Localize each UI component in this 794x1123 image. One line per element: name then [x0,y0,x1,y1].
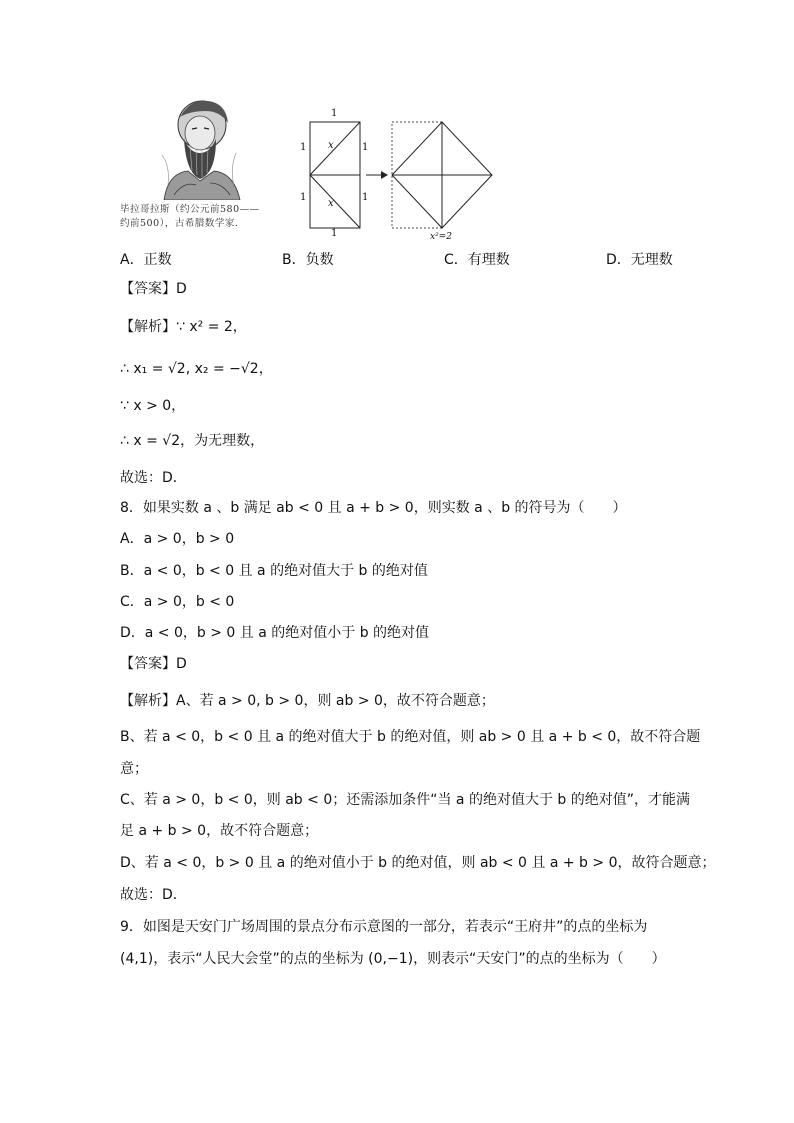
pythagoras-portrait [150,95,250,200]
label-x-lower: x [328,198,334,209]
caption-line-2: 约前500），古希腊数学家. [120,218,239,229]
q8-option-a: A．a > 0，b > 0 [120,531,235,547]
label-left-lower-1: 1 [300,192,307,203]
q8-answer: 【答案】D [120,656,187,672]
q8-analysis-line-6: D、若 a < 0，b > 0 且 a 的绝对值小于 b 的绝对值，则 ab < 0 且 a + b > 0，故符合题意； [120,855,716,871]
q9-stem-line-1: 9．如图是天安门广场周围的景点分布示意图的一部分，若表示“王府井”的点的坐标为 [120,919,648,935]
label-result: x²=2 [430,232,452,242]
caption-line-1: 毕拉哥拉斯（约公元前580—— [120,204,260,215]
q8-option-d: D．a < 0，b > 0 且 a 的绝对值小于 b 的绝对值 [120,625,430,641]
q8-analysis-line-5: 足 a + b > 0，故不符合题意； [120,823,319,839]
square-diagram [296,108,496,244]
q8-option-b: B．a < 0，b < 0 且 a 的绝对值大于 b 的绝对值 [120,563,428,579]
label-left-upper-1: 1 [300,142,307,153]
q7-answer: 【答案】D [120,281,187,297]
q7-analysis-line-2: ∴ x₁ = √2, x₂ = −√2， [120,361,273,377]
q8-analysis-line-7: 故选：D． [120,887,187,903]
q7-analysis-line-1: 【解析】∵ x² = 2， [120,319,247,335]
q7-option-a: A．正数 [120,252,172,268]
q8-analysis-line-1: 【解析】A、若 a > 0, b > 0，则 ab > 0，故不符合题意； [120,693,495,709]
label-right-upper-1: 1 [362,142,369,153]
q7-option-b: B．负数 [282,252,334,268]
q7-option-c: C．有理数 [444,252,510,268]
q8-analysis-line-2: B、若 a < 0，b < 0 且 a 的绝对值大于 b 的绝对值，则 ab > 0 且 a + b < 0，故不符合题 [120,729,701,745]
q9-stem-line-2: (4,1)，表示“人民大会堂”的点的坐标为 (0,−1)，则表示“天安门”的点的坐标为（ ） [120,951,666,967]
q7-analysis-line-4: ∴ x = √2，为无理数， [120,433,265,449]
portrait-caption [120,203,260,231]
q8-option-c: C．a > 0，b < 0 [120,594,235,610]
q7-analysis-line-5: 故选：D． [120,470,187,486]
q8-stem: 8．如果实数 a 、b 满足 ab < 0 且 a + b > 0，则实数 a 、b 的符号为（ ） [120,500,627,516]
label-bottom-1: 1 [331,228,338,239]
q8-analysis-line-3: 意； [120,761,148,777]
q7-option-d: D．无理数 [606,252,673,268]
label-right-lower-1: 1 [362,192,369,203]
q8-analysis-line-4: C、若 a > 0，b < 0，则 ab < 0；还需添加条件“当 a 的绝对值大于 b 的绝对值”，才能满 [120,792,690,808]
q7-analysis-line-3: ∵ x > 0， [120,398,186,414]
label-x-upper: x [328,140,334,151]
label-top-1: 1 [331,108,338,119]
